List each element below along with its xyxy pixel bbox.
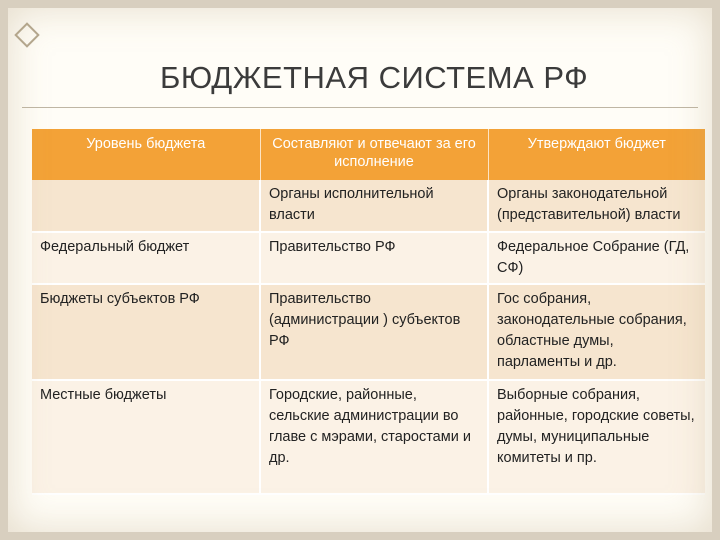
cell-approver: Органы законодательной (представительной) власти (488, 180, 705, 232)
header-executor: Составляют и отвечают за его исполнение (260, 129, 488, 180)
cell-executor: Правительство (администрации ) субъектов РФ (260, 284, 488, 380)
table-header-row (32, 129, 705, 180)
cell-executor: Органы исполнительной власти (260, 180, 488, 232)
table-row (32, 180, 705, 232)
cell-approver: Выборные собрания, районные, городские советы, думы, муниципальные комитеты и пр. (488, 380, 705, 494)
cell-approver: Гос собрания, законодательные собрания, областные думы, парламенты и др. (488, 284, 705, 380)
cell-level: Федеральный бюджет (32, 232, 260, 284)
table-row (32, 284, 705, 380)
cell-executor: Городские, районные, сельские администрации во главе с мэрами, старостами и др. (260, 380, 488, 494)
cell-level: Бюджеты субъектов РФ (32, 284, 260, 380)
budget-system-table (32, 129, 705, 495)
cell-executor: Правительство РФ (260, 232, 488, 284)
slide-title: БЮДЖЕТНАЯ СИСТЕМА РФ (160, 60, 589, 95)
cell-level: Местные бюджеты (32, 380, 260, 494)
cell-level (32, 180, 260, 232)
table-row (32, 380, 705, 494)
title-divider (22, 107, 698, 108)
cell-approver: Федеральное Собрание (ГД, СФ) (488, 232, 705, 284)
diamond-bullet-icon (14, 22, 39, 47)
header-budget-level: Уровень бюджета (32, 129, 260, 180)
table-row (32, 232, 705, 284)
header-approver: Утверждают бюджет (488, 129, 705, 180)
